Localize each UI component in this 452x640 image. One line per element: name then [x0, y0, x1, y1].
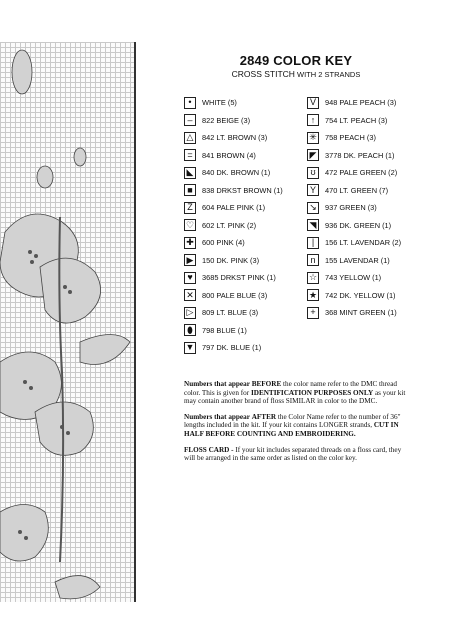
color-key-row [184, 164, 283, 182]
filled-play-icon: ▶ [184, 254, 196, 266]
floral-pattern [0, 42, 134, 602]
filled-square-icon: ■ [184, 184, 196, 196]
color-key-label: 742 DK. YELLOW (1) [325, 290, 396, 300]
color-key-row [307, 304, 401, 322]
color-key-row [184, 234, 283, 252]
bar-icon: | [307, 237, 319, 249]
subtitle-strands: WITH 2 STRANDS [297, 70, 361, 79]
note-before-text: the color name refer to the DMC thread color. This is given for [184, 380, 398, 397]
note-before-lead: Numbers that appear [184, 380, 250, 388]
color-key-label: 754 LT. PEACH (3) [325, 115, 388, 125]
bud-2 [74, 148, 86, 166]
color-key-label: 798 BLUE (1) [202, 325, 247, 335]
note-before-emphasis: IDENTIFICATION PURPOSES ONLY [250, 388, 374, 397]
bold-plus-icon: ✚ [184, 237, 196, 249]
color-key-label: 937 GREEN (3) [325, 203, 377, 213]
color-key-label: 758 PEACH (3) [325, 133, 376, 143]
color-key-label: 800 PALE BLUE (3) [202, 290, 268, 300]
color-key-row [307, 112, 401, 130]
note-floss-card [184, 446, 414, 463]
color-key-label: 368 MINT GREEN (1) [325, 308, 397, 318]
note-after-keyword: AFTER [251, 412, 277, 421]
color-key-row [307, 164, 401, 182]
n-icon: n [307, 254, 319, 266]
color-key-row [184, 129, 283, 147]
x-icon: ✕ [184, 289, 196, 301]
color-key-subtitle [186, 69, 406, 79]
color-key-row [184, 182, 283, 200]
bud-1 [37, 166, 53, 188]
notes-section [184, 380, 414, 470]
color-key-label: 822 BEIGE (3) [202, 115, 251, 125]
asterisk-icon: ✳ [307, 132, 319, 144]
star-filled-icon: ★ [308, 289, 318, 300]
triangle-icon: △ [184, 132, 196, 144]
heart-filled-icon: ♥ [184, 272, 196, 284]
color-key-label: 156 LT. LAVENDAR (2) [325, 238, 402, 248]
color-key-label: 604 PALE PINK (1) [202, 203, 266, 213]
diagonal-oval-icon: ⬮ [184, 324, 196, 336]
color-key-row [184, 339, 283, 357]
color-key-label: 948 PALE PEACH (3) [325, 98, 397, 108]
color-key-row [184, 322, 283, 340]
leaf-middle [80, 335, 130, 365]
corner-flag-icon: ◤ [307, 149, 319, 161]
diagonal-arrow-icon: ↘ [307, 202, 319, 214]
note-before-tail: as your kit may contain another brand of floss SIMILAR in color to the DMC. [184, 388, 406, 406]
color-key-label: 841 BROWN (4) [202, 150, 256, 160]
color-key-row [307, 147, 401, 165]
color-key-row [307, 252, 401, 270]
color-key-row [184, 304, 283, 322]
color-key-label: 150 DK. PINK (3) [202, 255, 260, 265]
color-key-label: 936 DK. GREEN (1) [325, 220, 392, 230]
color-key-left-column [184, 94, 283, 357]
stem-2 [60, 372, 63, 562]
color-key-row [307, 129, 401, 147]
flower-lower [0, 505, 48, 562]
z-icon: Z [184, 202, 196, 214]
color-key-label: 470 LT. GREEN (7) [325, 185, 389, 195]
color-key-row [307, 182, 401, 200]
color-key-label: 3685 DRKST PINK (1) [202, 273, 276, 283]
color-key-row [307, 234, 401, 252]
leaf-lower [55, 576, 100, 599]
color-key-right-column [307, 94, 401, 322]
cross-stitch-chart [0, 42, 134, 602]
color-key-row [184, 112, 283, 130]
color-key-row [184, 199, 283, 217]
color-key-row [307, 217, 401, 235]
color-key-row [184, 269, 283, 287]
color-key-row [184, 147, 283, 165]
y-icon: Y [307, 184, 319, 196]
color-key-row [184, 94, 283, 112]
small-flag-icon: ◥ [307, 219, 319, 231]
flower-middle-2 [35, 402, 93, 455]
dash-icon: – [184, 114, 196, 126]
dot-icon: • [184, 97, 196, 109]
color-key-row [307, 199, 401, 217]
plus-icon: + [307, 307, 319, 319]
heart-outline-icon: ♡ [185, 219, 195, 230]
star-outline-icon: ☆ [308, 272, 318, 283]
subtitle-stitch: CROSS STITCH [231, 69, 295, 79]
color-key-label: 600 PINK (4) [202, 238, 245, 248]
color-key-label: 155 LAVENDAR (1) [325, 255, 390, 265]
color-key-label: 840 DK. BROWN (1) [202, 168, 271, 178]
equals-icon: = [184, 149, 196, 161]
note-floss-lead: FLOSS CARD - [184, 445, 234, 454]
note-before-keyword: BEFORE [251, 380, 282, 388]
color-key-row [307, 94, 401, 112]
chart-border [134, 42, 136, 602]
leaf-top [12, 50, 32, 94]
color-key-label: 602 LT. PINK (2) [202, 220, 257, 230]
color-key-title: 2849 COLOR KEY [239, 53, 353, 68]
color-key-label: 3778 DK. PEACH (1) [325, 150, 395, 160]
color-key-label: 838 DRKST BROWN (1) [202, 185, 283, 195]
note-after [184, 413, 414, 439]
color-key-label: 472 PALE GREEN (2) [325, 168, 398, 178]
note-after-text: the Color Name refer to the number of 36" lengths included in the kit. If your kit contains LONGER strands, [184, 412, 401, 430]
color-key-row [307, 287, 401, 305]
color-key-row [184, 252, 283, 270]
note-before [184, 380, 414, 406]
color-key-label: 797 DK. BLUE (1) [202, 343, 262, 353]
color-key-row [184, 287, 283, 305]
up-arrow-icon: ↑ [307, 114, 319, 126]
v-icon: V [307, 97, 319, 109]
color-key-row [307, 269, 401, 287]
color-key-label: WHITE (5) [202, 98, 237, 108]
note-after-emphasis: CUT IN HALF BEFORE COUNTING AND EMBROIDERING. [184, 421, 399, 438]
color-key-label: 743 YELLOW (1) [325, 273, 382, 283]
color-key-row [184, 217, 283, 235]
color-key-label: 842 LT. BROWN (3) [202, 133, 268, 143]
note-after-lead: Numbers that appear [184, 412, 250, 421]
down-triangle-icon: ▼ [185, 342, 195, 353]
corner-triangle-icon: ◣ [184, 167, 196, 179]
note-floss-text: If your kit includes separated threads on a floss card, they will be arranged in the same order as listed on the color key. [184, 445, 402, 463]
wave-icon: ʊ [307, 167, 319, 179]
color-key-label: 809 LT. BLUE (3) [202, 308, 259, 318]
play-outline-icon: ▷ [184, 307, 196, 319]
